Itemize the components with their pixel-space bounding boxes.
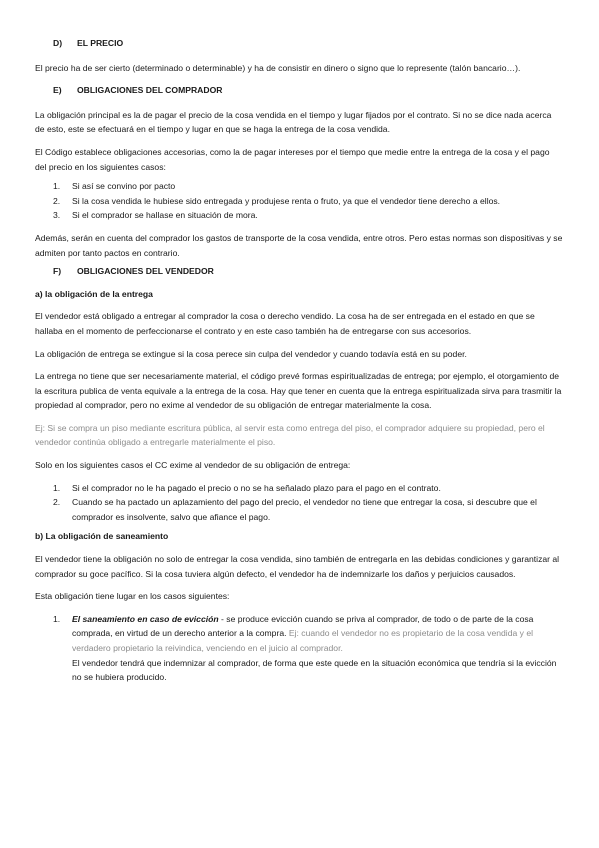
list-followup: El vendedor tendrá que indemnizar al comprador, de forma que este quede en la situación económica que tendría si la evicción no se hubiera producido. [72,657,557,683]
numbered-list [35,179,563,223]
list-number: 1. [53,181,61,192]
paragraph: La entrega no tiene que ser necesariamente material, el código prevé formas espiritualizadas de entrega; por ejemplo, el otorgamiento de la escritura publica de venta equivale a la entrega de la cosa. Hay que tener en cuenta que la entrega espiritualizada sirva para trasmitir la propiedad al comprador, pero no exime al vendedor de su obligación de entregar materialmente la cosa. [35,371,562,411]
paragraph: El Código establece obligaciones accesorias, como la de pagar intereses por el tiempo que medie entre la entrega de la cosa y el pago del precio en los siguientes casos: [35,146,550,172]
paragraph: La obligación principal es la de pagar el precio de la cosa vendida en el tiempo y lugar fijados por el contrato. Si no se dice nada acerca de esto, este se efectuará en el tiempo y lugar en que se haga la entrega de la cosa vendida. [35,109,552,135]
list-text: - se produce evicción cuando se priva al comprador, de todo o de parte de la cosa comprada, en virtud de un derecho anterior a la compra. [72,613,534,639]
subsection-title: a) la obligación de la entrega [35,288,153,299]
list-number: 2. [53,497,61,508]
list-number: 1. [53,482,61,493]
list-item [35,179,563,194]
section-title: EL PRECIO [77,38,124,48]
list-item [35,495,563,524]
list-item [35,481,563,496]
list-term: El saneamiento en caso de evicción [72,613,219,624]
paragraph: Esta obligación tiene lugar en los casos siguientes: [35,591,230,602]
paragraph: El vendedor está obligado a entregar al comprador la cosa o derecho vendido. La cosa ha de ser entregada en el estado en que se hallaba en el momento de perfeccionarse el contrato y en este caso también ha de entregarse con sus accesorios. [35,311,535,336]
numbered-list [35,612,563,685]
section-letter: F) [53,266,62,277]
paragraph: Además, serán en cuenta del comprador los gastos de transporte de la cosa vendida, entre otros. Pero estas normas son dispositivas y se admiten por tanto pactos en contrario. [35,232,563,258]
list-number: 2. [53,195,61,206]
section-letter: E) [53,85,62,96]
list-item [35,612,563,685]
list-item [35,208,563,223]
list-text: Cuando se ha pactado un aplazamiento del pago del precio, el vendedor no tiene que entregar la cosa, si descubre que el comprador es insolvente, salvo que afiance el pago. [72,497,537,522]
numbered-list [35,481,563,525]
list-number: 3. [53,210,61,221]
section-title: OBLIGACIONES DEL COMPRADOR [77,85,223,96]
document-body [35,36,563,685]
example-text: Ej: cuando el vendedor no es propietario de la cosa vendida y el verdadero propietario la reivindica, venciendo en el juicio al comprador. [72,628,534,653]
list-text: Si la cosa vendida le hubiese sido entregada y produjese renta o fruto, ya que el vendedor tiene derecho a ellos. [72,195,501,206]
example-paragraph: Ej: Si se compra un piso mediante escritura pública, al servir esta como entrega del piso, el comprador adquiere su propiedad, pero el vendedor continúa obligado a entregarle materialmente el piso. [35,422,545,448]
paragraph: Solo en los siguientes casos el CC exime al vendedor de su obligación de entrega: [35,460,351,471]
list-number: 1. [53,613,61,624]
section-heading-e [53,83,563,98]
list-text: Si así se convino por pacto [72,181,176,192]
section-title: OBLIGACIONES DEL VENDEDOR [77,266,214,277]
paragraph: El vendedor tiene la obligación no solo de entregar la cosa vendida, sino también de entregarla en las debidas condiciones y garantizar al comprador su goce pacífico. Si la cosa tuviera algún defecto, el vendedor ha de indemnizarle los daños y perjuicios causados. [35,554,560,579]
list-text: Si el comprador se hallase en situación de mora. [72,210,258,221]
section-letter: D) [53,38,63,48]
list-text: Si el comprador no le ha pagado el precio o no se ha señalado plazo para el pago en el contrato. [72,482,441,493]
paragraph: La obligación de entrega se extingue si la cosa perece sin culpa del vendedor y cuando todavía está en su poder. [35,348,467,359]
subsection-title: b) La obligación de saneamiento [35,531,169,542]
list-item [35,194,563,209]
paragraph: El precio ha de ser cierto (determinado o determinable) y ha de consistir en dinero o signo que lo represente (talón bancario…). [35,62,521,73]
section-heading-f [53,264,563,279]
section-heading-d [53,36,563,51]
